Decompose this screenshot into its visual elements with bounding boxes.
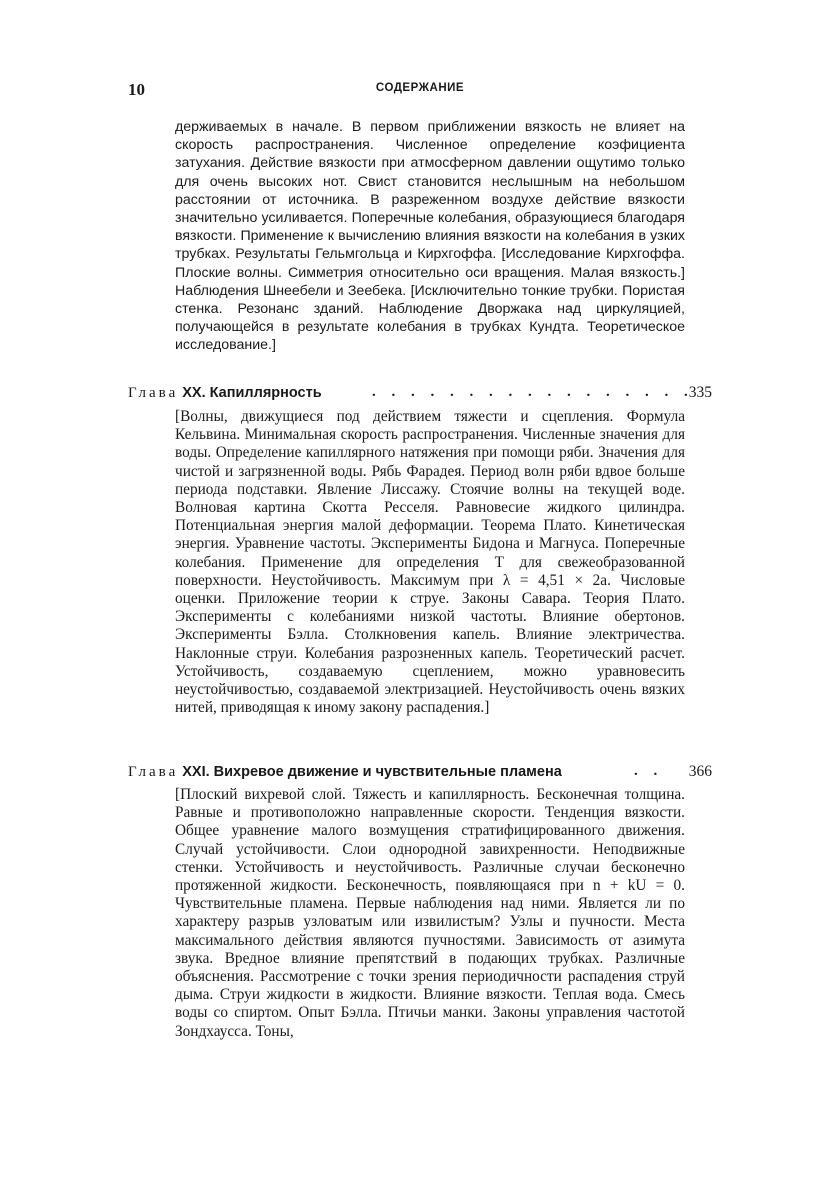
chapter-label: Глава [128, 385, 179, 401]
summary-paragraph: держиваемых в начале. В первом приближении вязкость не влияет на скорость распространения. Численное определение коэфициента затухания. Действие вязкости при атмосферном давлении ощутимо только для очень высоких нот. Свист становится неслышным на небольшом расстоянии от источника. В разреженном воздухе действие вязкости значительно усиливается. Поперечные колебания, образующиеся благодаря вязкости. Применение к вычислению влияния вязкости на колебания в узких трубках. Результаты Гельмгольца и Кирхгоффа. [Исследование Кирхгоффа. Плоские волны. Симметрия относительно оси вращения. Малая вязкость.] Наблюдения Шнеебели и Зеебека. [Исключительно тонкие трубки. Пористая стенка. Резонанс зданий. Наблюдение Дворжака над циркуляцией, получающейся в результате колебания в трубках Кундта. Теоретическое исследование.] [175, 119, 685, 354]
chapter-page-number: 366 [688, 763, 712, 780]
running-head [128, 80, 712, 102]
summary-paragraph: [Волны, движущиеся под действием тяжести и сцепления. Формула Кельвина. Минимальная скорость распространения. Численные значения для воды. Определение капиллярного натяжения при помощи ряби. Значения для чистой и загрязненной воды. Рябь Фарадея. Период волн ряби вдвое больше периода подставки. Явление Лиссажу. Стоячие волны на текущей воде. Волновая картина Скотта Ресселя. Равновесие жидкого цилиндра. Потенциальная энергия малой деформации. Теорема Плато. Кинетическая энергия. Уравнение частоты. Эксперименты Бидона и Магнуса. Поперечные колебания. Применение для определения T для свежеобразованной поверхности. Неустойчивость. Максимум при λ = 4,51 × 2a. Числовые оценки. Приложение теории к струе. Законы Савара. Теория Плато. Эксперименты с колебаниями низкой частоты. Влияние обертонов. Эксперименты Бэлла. Столкновения капель. Влияние электричества. Наклонные струи. Колебания разрозненных капель. Теоретический расчет. Устойчивость, создаваемую сцеплением, можно уравновесить неустойчивостью, создаваемой электризацией. Неустойчивость очень вязких нитей, приводящая к иному закону распадения.] [175, 408, 685, 717]
leader-dots: . . . . . . . . . . . . . . . . . [372, 384, 694, 400]
leader-dots: . . [634, 763, 664, 779]
chapter-20-heading [128, 384, 712, 406]
page-number: 10 [128, 80, 145, 99]
chapter-page-number: 335 [688, 384, 712, 401]
summary-paragraph: [Плоский вихревой слой. Тяжесть и капиллярность. Бесконечная толщина. Равные и противоположно направленные скорости. Тенденция вязкости. Общее уравнение малого возмущения стратифицированного движения. Случай устойчивости. Слои однородной завихренности. Неподвижные стенки. Устойчивость и неустойчивость. Различные случаи бесконечно протяженной жидкости. Бесконечность, появляющаяся при n + kU = 0. Чувствительные пламена. Первые наблюдения над ними. Является ли по характеру разрыв узловатым или извилистым? Узлы и пучности. Места максимального действия являются пучностями. Зависимость от азимута звука. Вредное влияние препятствий в подающих трубках. Различные объяснения. Рассмотрение с точки зрения периодичности распадения струй дыма. Струи жидкости в жидкости. Влияние вязкости. Теплая вода. Смесь воды со спиртом. Опыт Бэлла. Птичьи манки. Законы управления частотой Зондхаусса. Тоны, [175, 786, 685, 1040]
running-title: СОДЕРЖАНИЕ [375, 82, 465, 94]
chapter-21-summary [175, 786, 685, 1041]
chapter-20-summary [175, 408, 685, 717]
chapter-title: XXI. Вихревое движение и чувствительные пламена [182, 764, 562, 780]
chapter-19-continued-summary [175, 118, 685, 355]
chapter-title: XX. Капиллярность [182, 385, 322, 401]
chapter-21-heading [128, 763, 712, 785]
chapter-label: Глава [128, 764, 179, 780]
